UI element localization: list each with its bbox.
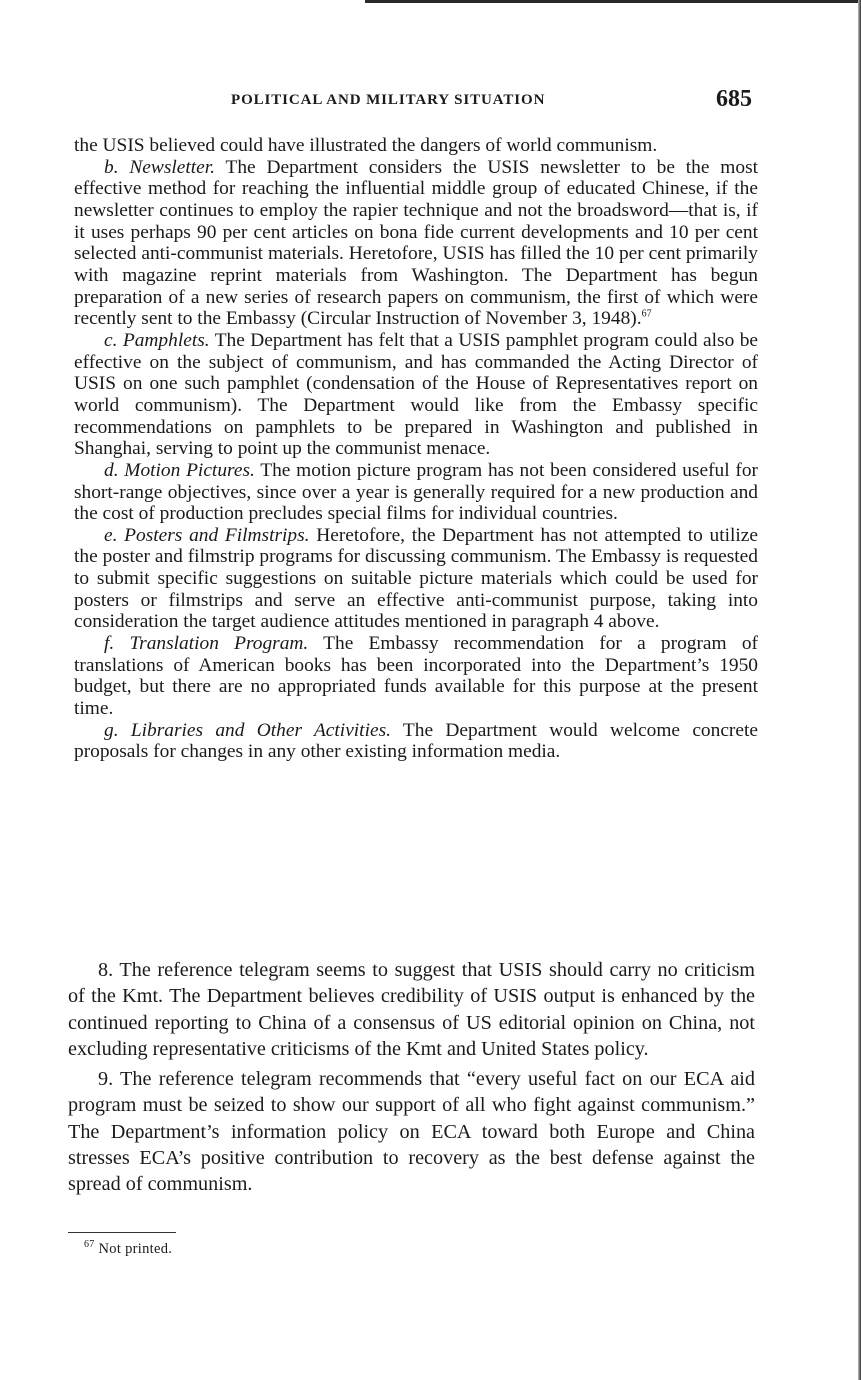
footnote-number: 67 [84, 1239, 95, 1251]
media-item-posters [74, 525, 758, 633]
media-item-label: c. Pamphlets. [104, 329, 210, 351]
main-text-large [68, 957, 755, 1198]
running-title: POLITICAL AND MILITARY SITUATION [231, 92, 546, 108]
continuation-paragraph: the USIS believed could have illustrated the dangers of world communism. [74, 135, 658, 156]
media-item-label: d. Motion Pictures. [104, 459, 255, 481]
footnote-text: Not printed. [94, 1241, 173, 1257]
media-item-pamphlets [74, 330, 758, 460]
paragraph-9: 9. The reference telegram recommends that “every useful fact on our ECA aid program must be seized to show our support of all who fight against communism.” The Department’s information policy on ECA toward both Europe and China stresses ECA’s positive contribution to recovery as the best defense against the spread of communism. [68, 1068, 755, 1196]
media-item-label: e. Posters and Filmstrips. [104, 524, 310, 546]
footnote [84, 1241, 172, 1258]
page-edge-top [365, 0, 861, 3]
media-item-text: The Department has felt that a USIS pamphlet program could also be effective on the subject of communism, and has commanded the Acting Director of USIS on one such pamphlet (condensation of the House of Representatives report on world communism). The Department would like from the Embassy specific recommendations on pamphlets to be prepared in Washington and published in Shanghai, serving to point up the communist menace. [74, 329, 759, 460]
media-item-label: b. Newsletter. [104, 156, 216, 178]
media-item-label: g. Libraries and Other Activities. [104, 719, 391, 741]
footnote-rule [68, 1232, 176, 1233]
media-item-text: The motion picture program has not been considered useful for short-range objectives, since over a year is generally required for a new production and the cost of production precludes special films for individual countries. [74, 459, 758, 525]
paragraph-8: 8. The reference telegram seems to suggest that USIS should carry no criticism of the Kmt. The Department believes credibility of USIS output is enhanced by the continued reporting to China of a consensus of US editorial opinion on China, not excluding representative criticisms of the Kmt and United States policy. [68, 959, 755, 1060]
media-item-motion-pictures [74, 460, 758, 525]
media-item-text: The Embassy recommendation for a program of translations of American books has been incorporated into the Department’s 1950 budget, but there are no appropriated funds available for this purpose at the present time. [74, 633, 758, 720]
media-item-translation [74, 633, 758, 720]
media-item-libraries [74, 720, 758, 763]
running-head [0, 86, 861, 116]
media-item-text: The Department considers the USIS newsletter to be the most effective method for reaching the influential middle group of educated Chinese, if the newsletter continues to employ the rapier technique and not the broadsword—that is, if it uses perhaps 90 per cent articles on bona fide current developments and 10 per cent selected anti-communist materials. Heretofore, USIS has filled the 10 per cent primarily with magazine reprint materials from Washington. The Department has begun preparation of a new series of research papers on communism, the first of which were recently sent to the Embassy (Circular Instruction of November 3, 1948). [74, 156, 758, 330]
media-item-text: The Department would welcome concrete proposals for changes in any other existing information media. [74, 719, 758, 763]
page-number: 685 [716, 86, 752, 112]
main-text-small [74, 135, 758, 763]
media-item-label: f. Translation Program. [104, 633, 309, 655]
media-item-newsletter [74, 157, 758, 330]
media-item-text: Heretofore, the Department has not attempted to utilize the poster and filmstrip programs for discussing communism. The Embassy is requested to submit specific suggestions on suitable picture materials which could be used for posters or filmstrips and serve an effective anti-communist purpose, taking into consideration the target audience attitudes mentioned in paragraph 4 above. [74, 524, 758, 633]
footnote-ref: 67 [641, 308, 652, 320]
